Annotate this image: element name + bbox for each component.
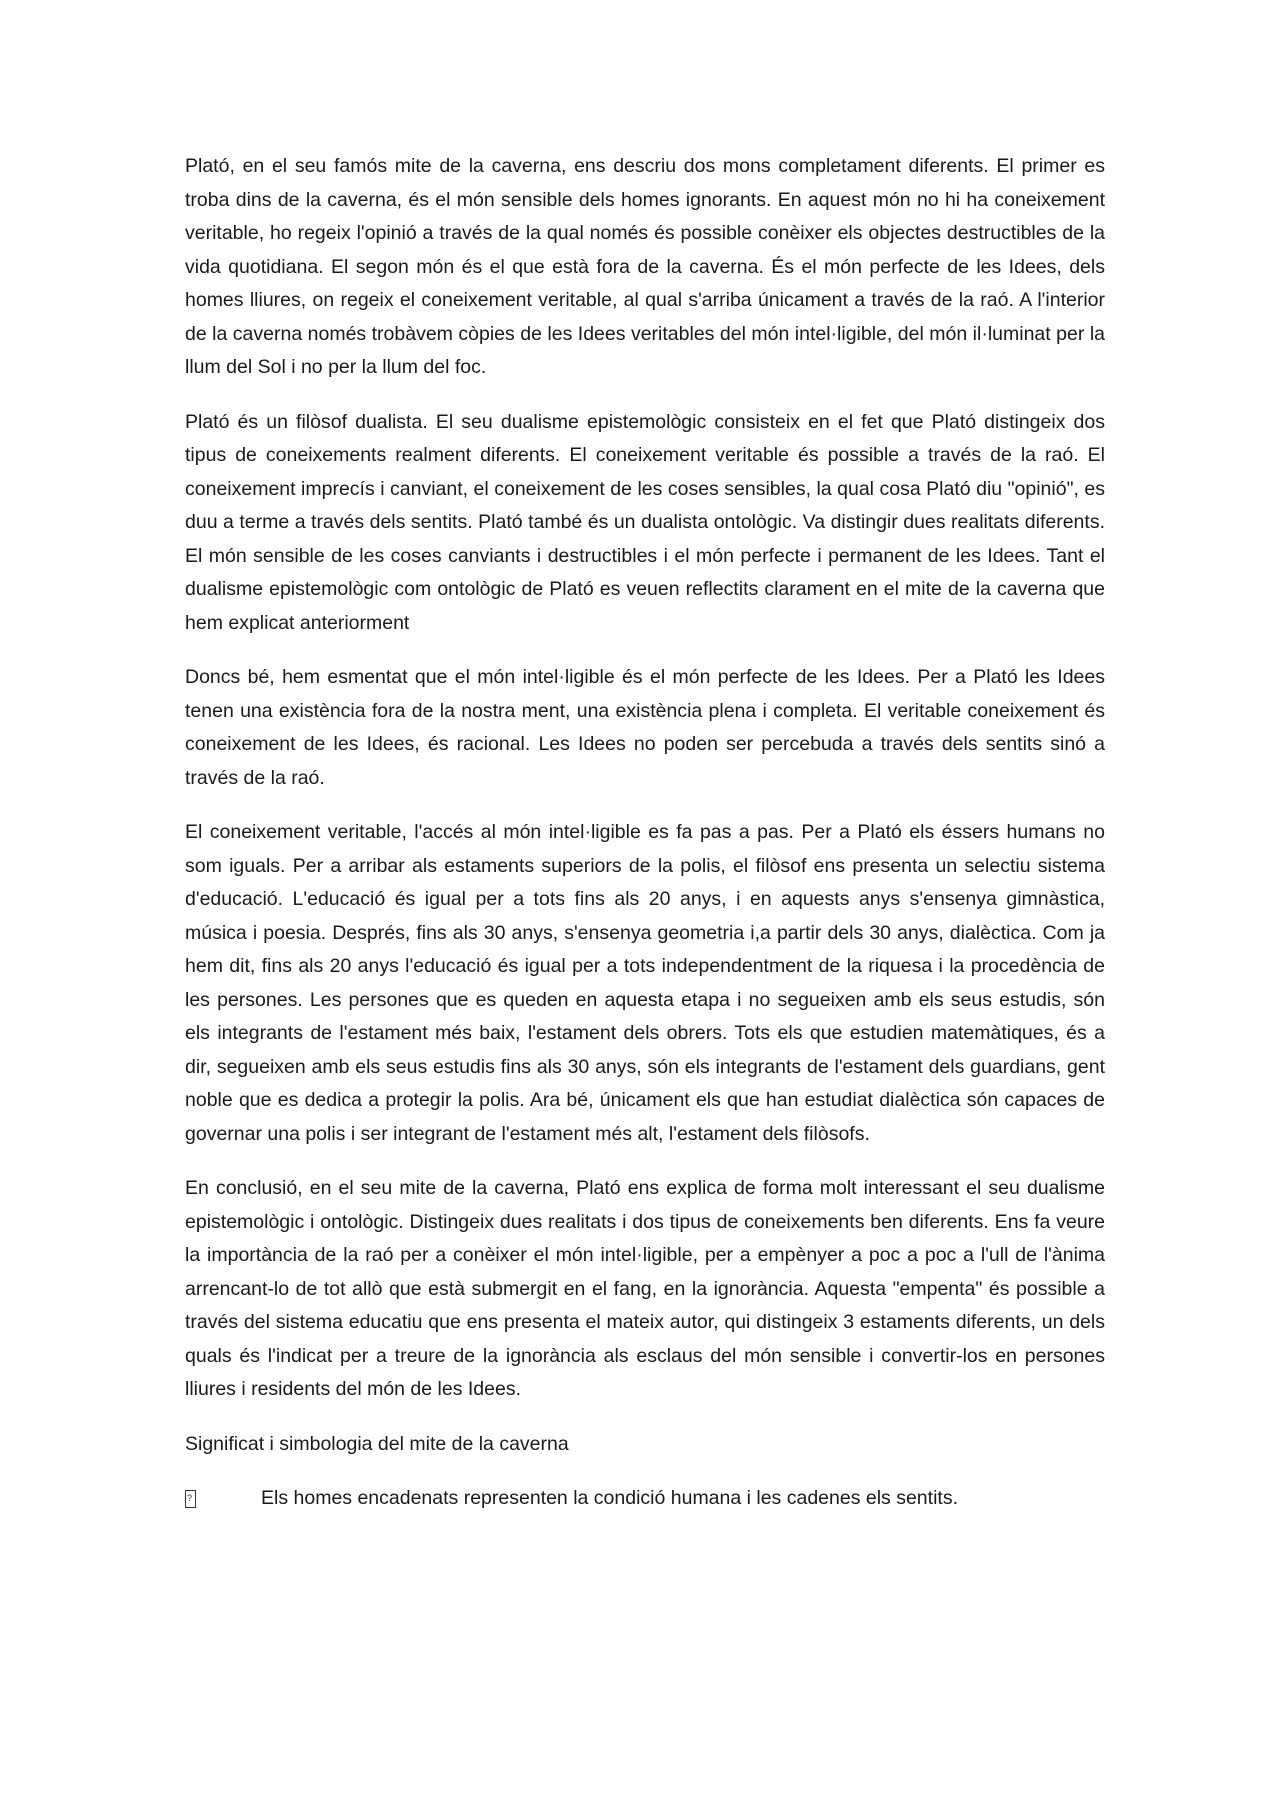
paragraph-5: En conclusió, en el seu mite de la caverna, Plató ens explica de forma molt interessant el seu dualisme epistemològic i ontològic. Distingeix dues realitats i dos tipus de coneixements ben diferents. Ens fa veure la importància de la raó per a conèixer el món intel·ligible, per a empènyer a poc a poc a l'ull de l'ànima arrencant-lo de tot allò que està submergit en el fang, en la ignorància. Aquesta "empenta" és possible a través del sistema educatiu que ens presenta el mateix autor, qui distingeix 3 estaments diferents, un dels quals és l'indicat per a treure de la ignorància als esclaus del món sensible i convertir-los en persones lliures i residents del món de les Idees. [185, 1177, 1105, 1400]
list-item [185, 1482, 1105, 1520]
missing-glyph-bullet-icon [185, 1482, 261, 1520]
paragraph-1: Plató, en el seu famós mite de la caverna, ens descriu dos mons completament diferents. El primer es troba dins de la caverna, és el món sensible dels homes ignorants. En aquest món no hi ha coneixement veritable, ho regeix l'opinió a través de la qual només és possible conèixer els objectes destructibles de la vida quotidiana. El segon món és el que està fora de la caverna. És el món perfecte de les Idees, dels homes lliures, on regeix el coneixement veritable, al qual s'arriba únicament a través de la raó. A l'interior de la caverna només trobàvem còpies de les Idees veritables del món intel·ligible, del món il·luminat per la llum del Sol i no per la llum del foc. [185, 155, 1105, 378]
paragraph-4: El coneixement veritable, l'accés al món intel·ligible es fa pas a pas. Per a Plató els éssers humans no som iguals. Per a arribar als estaments superiors de la polis, el filòsof ens presenta un selectiu sistema d'educació. L'educació és igual per a tots fins als 20 anys, i en aquests anys s'ensenya gimnàstica, música i poesia. Després, fins als 30 anys, s'ensenya geometria i,a partir dels 30 anys, dialèctica. Com ja hem dit, fins als 20 anys l'educació és igual per a tots independentment de la riquesa i la procedència de les persones. Les persones que es queden en aquesta etapa i no segueixen amb els seus estudis, són els integrants de l'estament més baix, l'estament dels obrers. Tots els que estudien matemàtiques, és a dir, segueixen amb els seus estudis fins als 30 anys, són els integrants de l'estament dels guardians, gent noble que es dedica a protegir la polis. Ara bé, únicament els que han estudiat dialèctica són capaces de governar una polis i ser integrant de l'estament més alt, l'estament dels filòsofs. [185, 821, 1105, 1145]
paragraph-3: Doncs bé, hem esmentat que el món intel·ligible és el món perfecte de les Idees. Per a Plató les Idees tenen una existència fora de la nostra ment, una existència plena i completa. El veritable coneixement és coneixement de les Idees, és racional. Les Idees no poden ser percebuda a través dels sentits sinó a través de la raó. [185, 666, 1105, 789]
document-page [185, 150, 1105, 1520]
section-heading: Significat i simbologia del mite de la caverna [185, 1432, 569, 1455]
paragraph-2: Plató és un filòsof dualista. El seu dualisme epistemològic consisteix en el fet que Plató distingeix dos tipus de coneixements realment diferents. El coneixement veritable és possible a través de la raó. El coneixement imprecís i canviant, el coneixement de les coses sensibles, la qual cosa Plató diu "opinió", es duu a terme a través dels sentits. Plató també és un dualista ontològic. Va distingir dues realitats diferents. El món sensible de les coses canviants i destructibles i el món perfecte i permanent de les Idees. Tant el dualisme epistemològic com ontològic de Plató es veuen reflectits clarament en el mite de la caverna que hem explicat anteriorment [185, 410, 1105, 634]
list-item-text: Els homes encadenats representen la condició humana i les cadenes els sentits. [261, 1487, 958, 1509]
